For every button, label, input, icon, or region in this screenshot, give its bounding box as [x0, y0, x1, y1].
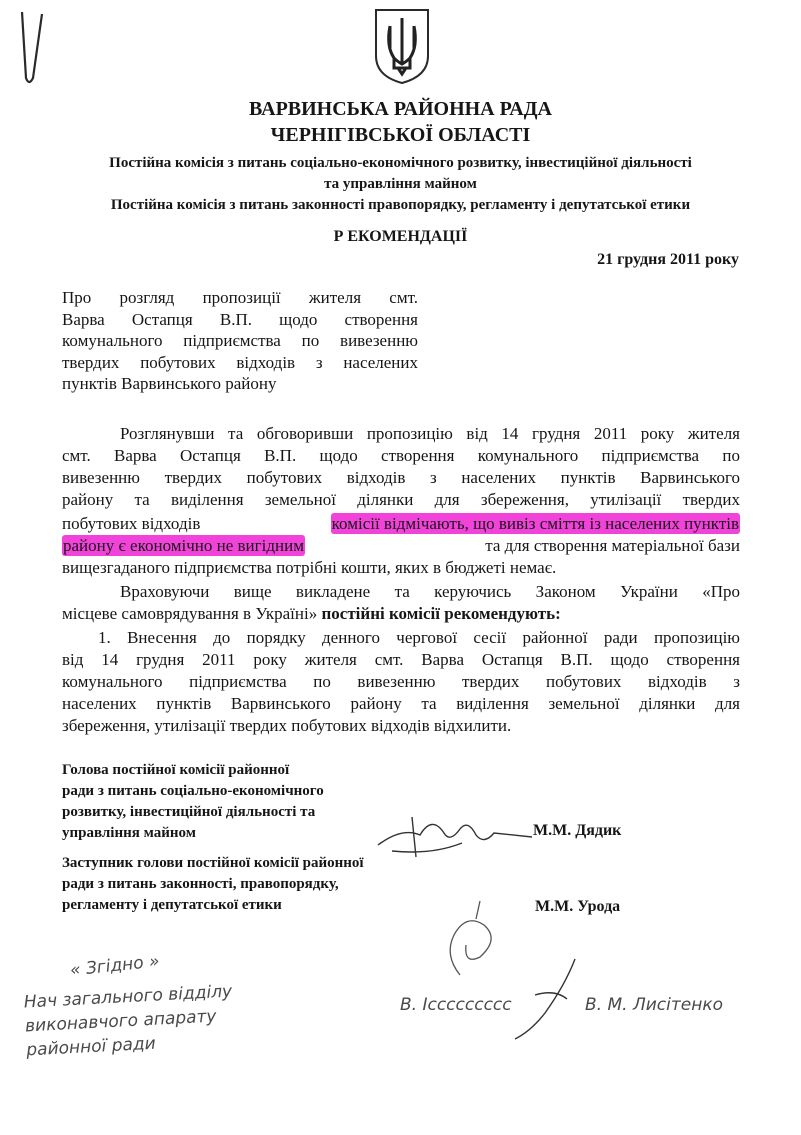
signature-title-line: ради з питань законності, правопорядку, — [62, 876, 339, 892]
subject-line: Про розгляд пропозиції жителя смт. — [62, 288, 418, 307]
signature1-title — [62, 760, 324, 844]
council-name-line2: ЧЕРНІГІВСЬКОЇ ОБЛАСТІ — [270, 124, 531, 146]
handwritten-initials-left: В. Іссссссссс — [400, 995, 512, 1015]
handwritten-approval-note — [23, 980, 235, 1063]
subject-line: пунктів Варвинського району — [62, 374, 277, 393]
handwritten-line: районної ради — [25, 1033, 157, 1061]
body-line: району та виділення земельної ділянки для збереження, утилізації твердих — [62, 490, 740, 509]
handwritten-line: Нач загального відділу — [23, 981, 233, 1013]
signature-title-line: Заступник голови постійної комісії районної — [62, 855, 364, 871]
subject-line: твердих побутових відходів з населених — [62, 352, 418, 372]
body-line — [62, 535, 740, 556]
committee1-line2: та управління майном — [324, 176, 477, 192]
body-text: побутових відходів — [62, 514, 201, 533]
subject-line: комунального підприємства по вивезенню — [62, 331, 418, 350]
signature-title-line: Голова постійної комісії районної — [62, 762, 290, 778]
body-line: вивезенню твердих побутових відходів з населених пунктів Варвинського — [62, 468, 740, 487]
body-line: Враховуючи вище викладене та керуючись Законом України «Про — [120, 582, 740, 601]
body-line: від 14 грудня 2011 року жителя смт. Варва Остапця В.П. щодо створення — [62, 650, 740, 669]
highlighted-text: району є економічно не вигідним — [63, 536, 304, 555]
coat-of-arms-emblem — [372, 6, 432, 86]
committee2-name: Постійна комісія з питань законності правопорядку, регламенту і депутатської етики — [110, 197, 691, 213]
body-line: смт. Варва Остапця В.П. щодо створення комунального підприємства по — [62, 446, 740, 465]
body-line: Розглянувши та обговоривши пропозицію від 14 грудня 2011 року жителя — [120, 424, 740, 443]
council-name-line1: ВАРВИНСЬКА РАЙОННА РАДА — [249, 98, 552, 120]
body-line: збереження, утилізації твердих побутових відходів відхилити. — [62, 716, 512, 735]
handwritten-approval-word: « Згідно » — [69, 951, 161, 981]
body-line: населених пунктів Варвинського району та виділення земельної ділянки для — [62, 694, 740, 713]
signature-title-line: ради з питань соціально-економічного — [62, 783, 324, 799]
body-line: вищезгаданого підприємства потрібні кошти, яких в бюджеті немає. — [62, 558, 557, 577]
document-type-heading: Р ЕКОМЕНДАЦІЇ — [333, 228, 468, 245]
body-line — [62, 513, 740, 534]
body-line: 1. Внесення до порядку денного чергової сесії районної ради пропозицію — [98, 628, 740, 647]
paperclip-mark — [8, 8, 48, 88]
document-date: 21 грудня 2011 року — [597, 251, 739, 268]
body-line — [62, 603, 740, 624]
handwritten-line: виконавчого апарату — [24, 1006, 217, 1037]
signature-title-line: розвитку, інвестиційної діяльності та — [62, 804, 316, 820]
body-text: та для створення матеріальної бази — [485, 536, 740, 555]
signature2-name: М.М. Урода — [535, 898, 621, 915]
body-text: місцеве самоврядування в Україні» — [62, 604, 322, 623]
signature-title-line: регламенту і депутатської етики — [62, 897, 282, 913]
handwritten-signature-dyadyk — [372, 805, 542, 865]
subject-line: Варва Остапця В.П. щодо створення — [62, 309, 418, 329]
committee1-line1: Постійна комісія з питань соціально-економічного розвитку, інвестиційної діяльності — [109, 155, 692, 171]
signature-title-line: управління майном — [62, 825, 196, 841]
signature2-title — [62, 853, 364, 916]
body-text-bold: постійні комісії рекомендують: — [321, 604, 561, 623]
subject-block — [62, 287, 418, 395]
highlighted-text: комісії відмічають, що вивіз сміття із населених пунктів — [331, 514, 739, 533]
body-line: комунального підприємства по вивезенню твердих побутових відходів з — [62, 672, 740, 691]
signature1-name: М.М. Дядик — [533, 822, 622, 839]
handwritten-initials-right: В. М. Лисітенко — [585, 995, 723, 1015]
